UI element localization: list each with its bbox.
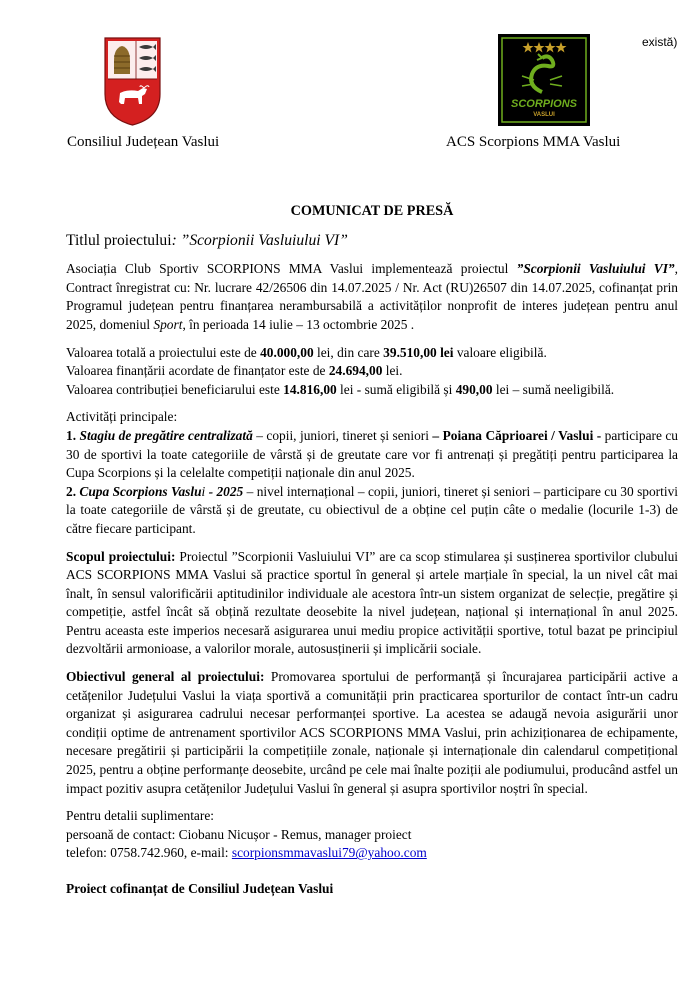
activities-section bbox=[66, 408, 678, 538]
contact-person: persoană de contact: Ciobanu Nicușor - Remus, manager proiect bbox=[66, 826, 412, 842]
corner-note: există) bbox=[642, 35, 678, 49]
contact-section bbox=[66, 807, 678, 863]
activities-heading: Activități principale: bbox=[66, 409, 178, 425]
scope-label: Scopul proiectului: bbox=[66, 548, 176, 564]
club-logo bbox=[498, 34, 590, 126]
contact-phone-email: telefon: 0758.742.960, e-mail: scorpionsmmavaslui79@yahoo.com bbox=[66, 845, 427, 861]
contact-heading: Pentru detalii suplimentare: bbox=[66, 808, 215, 824]
club-logo-subtext: VASLUI bbox=[533, 112, 555, 118]
project-title-line bbox=[66, 232, 678, 251]
club-logo-text: SCORPIONS bbox=[510, 98, 578, 110]
page-title: COMUNICAT DE PRESĂ bbox=[290, 203, 454, 219]
club-caption: ACS Scorpions MMA Vaslui bbox=[446, 134, 621, 150]
county-crest-logo bbox=[104, 34, 161, 126]
cofinancing-footer: Proiect cofinanțat de Consiliul Județean Vaslui bbox=[66, 881, 334, 896]
project-colon: : bbox=[171, 231, 177, 249]
email-link[interactable]: scorpionsmmavaslui79@yahoo.com bbox=[231, 845, 427, 861]
value-funding-line: Valoarea finanțării acordate de finanțator este de 24.694,00 lei. bbox=[66, 363, 403, 379]
objective-label: Obiectivul general al proiectului: bbox=[66, 669, 265, 685]
county-council-caption: Consiliul Județean Vaslui bbox=[67, 134, 220, 150]
project-values bbox=[66, 344, 678, 400]
objective-paragraph: Obiectivul general al proiectului: Promovarea sportului de performanță și încurajarea participării active a cetățenilor Județului Vaslui la viața sportivă a comunității prin practicarea sporturilor de contact într-un cadru organizat și asigurarea cadrului necesar performanței sportive. La acestea se adaugă nevoia asigurării unor condiții optime de antrenament sportivilor ACS SCORPIONS MMA Vaslui, prin achiziționarea de echipamente, necesare pregătirii și participării la competițiile zonale, naționale și internaționale din calendarul competițional 2025, pentru a obține performanțe deosebite, urcând pe cele mai înalte poziții ale podiumului, producând astfel un impact pozitiv asupra cetățenilor Județului Vaslui în general și asupra sportivilor noștri în special. bbox=[66, 669, 678, 796]
value-total-line: Valoarea totală a proiectului este de 40.000,00 lei, din care 39.510,00 lei valoare eligibilă. bbox=[66, 344, 547, 360]
press-release-body bbox=[66, 202, 678, 899]
activity-2: 2. Cupa Scorpions Vaslui - 2025 – nivel internațional – copii, juniori, tineret și seniori – participare cu 30 sportivi la toate categoriile de vârstă și de greutate, cu obiectivul de a obține cel puțin câte o medalie (locurile 1-3) de către fiecare participant. bbox=[66, 483, 678, 536]
project-name: ”Scorpionii Vasluiului VI” bbox=[176, 231, 348, 249]
intro-domain: Sport bbox=[153, 316, 183, 332]
scope-paragraph: Scopul proiectului: Proiectul ”Scorpionii Vasluiului VI” are ca scop stimularea și susținerea sportivilor clubului ACS SCORPIONS MMA Vaslui să practice sportul în general și artele marțiale în special, la un nivel cât mai înalt, în sensul valorificării aptitudinilor individuale ale acestora într-un sistem organizat de selecție, pregătire și competiție, astfel încât să obțină rezultate deosebite la nivel județean, național și internațional în anul 2025. Pentru aceasta este imperios necesară asigurarea unui mediu propice activității sportive, totul bazat pe principiul dezvoltării armonioase, a valorilor morale, autosusținerii și implicării sociale. bbox=[66, 548, 678, 657]
project-label: Titlul proiectului bbox=[66, 231, 172, 249]
intro-paragraph: Asociația Club Sportiv SCORPIONS MMA Vaslui implementează proiectul ”Scorpionii Vasluiului VI”, Contract înregistrat cu: Nr. lucrare 42/26506 din 14.07.2025 / Nr. Act (RU)26507 din 14.07.2025, cofinanțat prin Programul județean pentru finanțarea nerambursabilă a activităților nonprofit de interes județean pentru anul 2025, domeniul Sport, în perioada 14 iulie – 13 octombrie 2025 . bbox=[66, 261, 678, 332]
activity-1: 1. Stagiu de pregătire centralizată – copii, juniori, tineret și seniori – Poiana Căprioarei / Vaslui - participare cu 30 de sportivi la toate categoriile de vârstă și de greutate care vor fi antrenați și pregătiți pentru participarea la Cupa Scorpions și la celelalte competiții naționale din anul 2025. bbox=[66, 427, 679, 481]
value-contribution-line: Valoarea contribuției beneficiarului este 14.816,00 lei - sumă eligibilă și 490,00 lei – sumă neeligibilă. bbox=[66, 381, 615, 397]
intro-project-name: ”Scorpionii Vasluiului VI” bbox=[516, 261, 675, 277]
